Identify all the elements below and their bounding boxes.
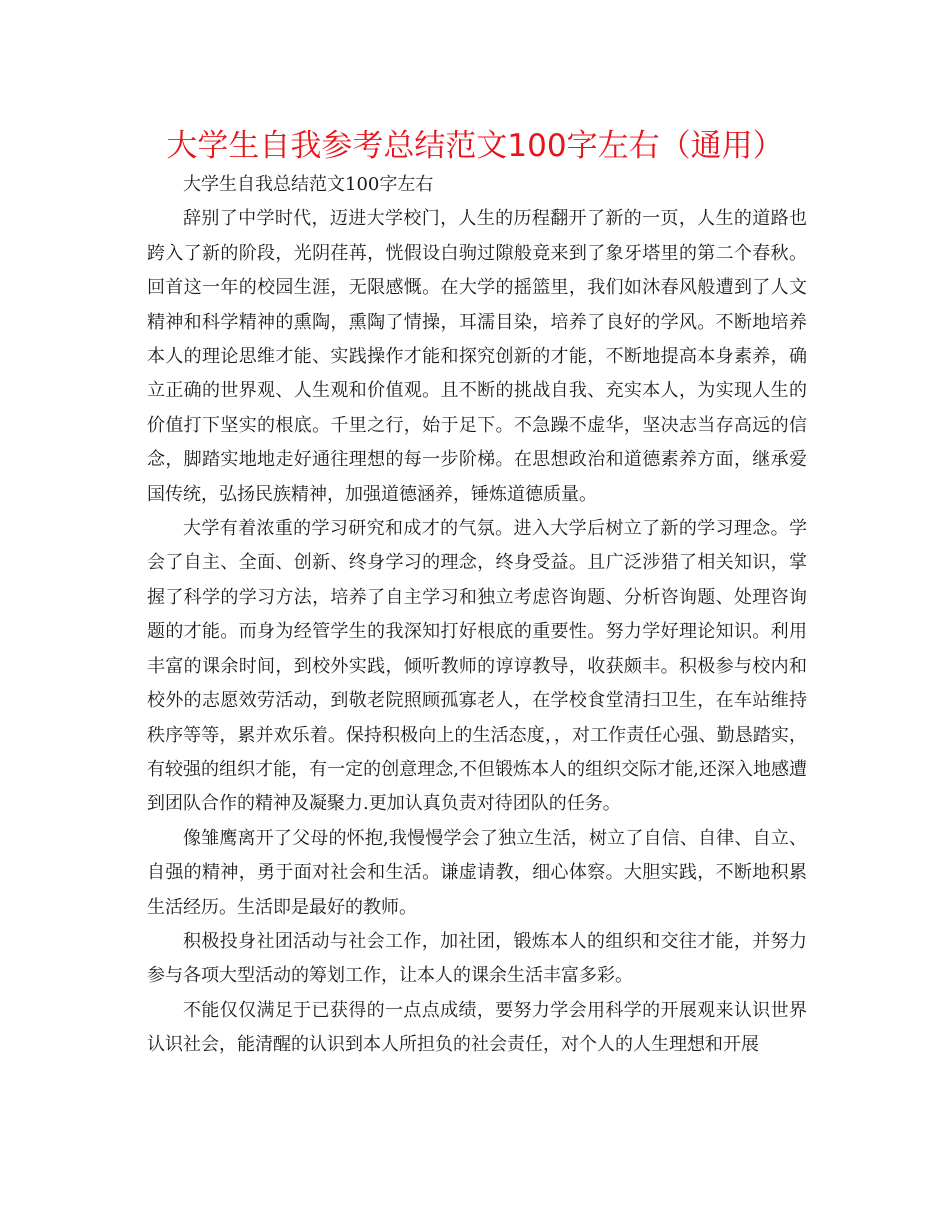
document-subtitle: 大学生自我总结范文100字左右 — [183, 174, 434, 195]
paragraph: 不能仅仅满足于已获得的一点点成绩，要努力学会用科学的开展观来认识世界认识社会，能清醒的认识到本人所担负的社会责任，对个人的人生理想和开展 — [147, 999, 807, 1056]
paragraph: 积极投身社团活动与社会工作，加社团，锻炼本人的组织和交往才能，并努力参与各项大型活动的筹划工作，让本人的课余生活丰富多彩。 — [147, 930, 807, 987]
document-title: 大学生自我参考总结范文100字左右（通用） — [166, 128, 784, 164]
paragraph: 大学有着浓重的学习研究和成才的气氛。进入大学后树立了新的学习理念。学会了自主、全面、创新、终身学习的理念，终身受益。且广泛涉猎了相关知识，掌握了科学的学习方法，培养了自主学习和独立考虑咨询题、分析咨询题、处理咨询题的才能。而身为经管学生的我深知打好根底的重要性。努力学好理论知识。利用丰富的课余时间，到校外实践，倾听教师的谆谆教导，收获颇丰。积极参与校内和校外的志愿效劳活动，到敬老院照顾孤寡老人，在学校食堂清扫卫生，在车站维持秩序等等，累并欢乐着。保持积极向上的生活态度，，对工作责任心强、勤恳踏实，有较强的组织才能，有一定的创意理念,不但锻炼本人的组织交际才能,还深入地感遭到团队合作的精神及凝聚力.更加认真负责对待团队的任务。 — [147, 518, 807, 815]
document-body — [147, 168, 807, 1063]
paragraph: 辞别了中学时代，迈进大学校门，人生的历程翻开了新的一页，人生的道路也跨入了新的阶段，光阴荏苒，恍假设白驹过隙般竟来到了象牙塔里的第二个春秋。回首这一年的校园生涯，无限感慨。在大学的摇篮里，我们如沐春风般遭到了人文精神和科学精神的熏陶，熏陶了情操，耳濡目染，培养了良好的学风。不断地培养本人的理论思维才能、实践操作才能和探究创新的才能，不断地提高本身素养，确立正确的世界观、人生观和价值观。且不断的挑战自我、充实本人，为实现人生的价值打下坚实的根底。千里之行，始于足下。不急躁不虚华，坚决志当存高远的信念，脚踏实地地走好通往理想的每一步阶梯。在思想政治和道德素养方面，继承爱国传统，弘扬民族精神，加强道德涵养，锤炼道德质量。 — [147, 208, 807, 505]
paragraph: 像雏鹰离开了父母的怀抱,我慢慢学会了独立生活，树立了自信、自律、自立、自强的精神，勇于面对社会和生活。谦虚请教，细心体察。大胆实践，不断地积累生活经历。生活即是最好的教师。 — [147, 827, 807, 918]
